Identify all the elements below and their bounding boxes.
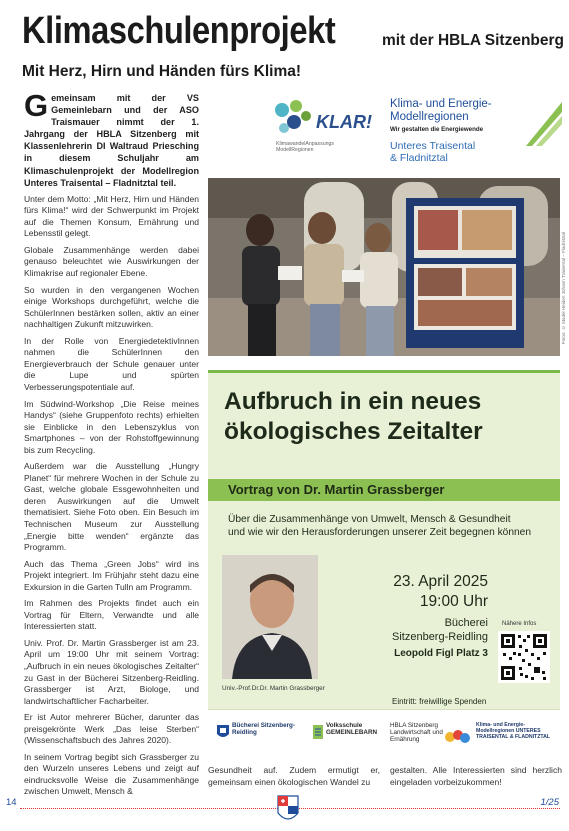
poster-headline	[224, 387, 483, 447]
article-title: Klimaschulenprojekt	[22, 10, 336, 52]
paragraph: Im Rahmen des Projekts findet auch ein Vortrag für Eltern, Verwandte und alle Interessierten statt.	[24, 598, 199, 632]
poster-speaker: Vortrag von Dr. Martin Grassberger	[228, 482, 445, 497]
article-header	[22, 10, 562, 58]
dropcap: G	[24, 88, 49, 123]
event-entry-fee: Eintritt: freiwillige Spenden	[392, 697, 487, 706]
photo-illustration	[208, 178, 560, 356]
partner-logos	[266, 92, 562, 170]
paragraph: In der Rolle von EnergiedetektivInnen nahmen die SchülerInnen den Energieverbrauch der Schule genauer unter die Lupe und spürten Verbesserungspotentiale auf.	[24, 335, 199, 392]
kem-logo	[390, 98, 562, 166]
poster-desc-line2: und wie wir den Herausforderungen unserer Zeit begegnen können	[228, 527, 531, 538]
poster-headline-line1: Aufbruch in ein neues	[224, 388, 482, 415]
klar-subtitle: KlimawandelAnpassungs ModellRegionen	[276, 141, 334, 153]
group-photo	[208, 178, 560, 356]
article-left-column	[24, 88, 199, 798]
speaker-photo	[222, 555, 318, 679]
kem-tagline: Wir gestalten die Energiewende	[390, 126, 484, 133]
event-venue: Bücherei	[444, 617, 488, 629]
paragraph: Globale Zusammenhänge werden dabei genauso beleuchtet wie Auswirkungen der Klimakrise auf regionaler Ebene.	[24, 244, 199, 279]
speaker-caption: Univ.-Prof.Dr.Dr. Martin Grassberger	[222, 685, 325, 692]
article-continuation-right: gestalten. Alle Interessierten sind herzlich eingeladen vorbeizukommen!	[390, 765, 562, 787]
article-lead	[24, 88, 199, 189]
klar-wordmark: KLAR!	[316, 112, 372, 132]
paragraph: Im Südwind-Workshop „Die Reise meines Handys“ (siehe Gruppenfoto rechts) erhielten sie Einblicke in den Lebenszyklus von Smartphones – von der Rohstoffgewinnung bis zum Recycling.	[24, 398, 199, 455]
qr-code-icon[interactable]	[498, 631, 550, 683]
photo-credit: Fotos: © Model Heiden Johann Traisental – Fladnitztal	[561, 232, 566, 345]
paragraph: Auch das Thema „Green Jobs“ wird ins Projekt integriert. Im Frühjahr steht dazu eine Exkursion in die Garten Tulln am Programm.	[24, 558, 199, 592]
partner-kem: Klima- und Energie-Modellregionen UNTERES TRAISENTAL & FLADNITZTAL	[476, 722, 551, 740]
kem-title-line2: Modellregionen	[390, 111, 469, 123]
klar-dots-icon	[272, 98, 316, 140]
paragraph: Univ. Prof. Dr. Martin Grassberger ist am 23. April um 19:00 Uhr mit seinem Vortrag: „Aufbruch in ein neues ökologisches Zeitalter“ zu Gast in der Bücherei Sitzenberg-Reidling. Grassberger ist Arzt, Biologe, und landwirtschaftlicher Facharbeiter.	[24, 637, 199, 706]
paragraph: Außerdem war die Ausstellung „Hungry Planet“ für mehrere Wochen in der Schule zu Gast, welche globale Essgewohnheiten und deren Auswirkungen auf die Umwelt thematisiert. Siehe Foto oben. Ein Besuch im Technischen Museum zur Ausstellung „Energie bitte wenden“ ergänzte das Programm.	[24, 461, 199, 553]
page-number: 14	[6, 797, 17, 808]
event-date: 23. April 2025	[393, 573, 488, 590]
lead-text: emeinsam mit der VS Gemeinlebarn und der ASO Traismauer nimmt der 1. Jahrgang der HBLA Sitzenberg mit Klassenlehrerin DI Waltraud Priesching in diesem Schuljahr am Klimaschulenprojekt der Modellregion Unteres Traisental – Fladnitztal teil.	[24, 93, 199, 188]
paragraph: Unter dem Motto: „Mit Herz, Hirn und Händen fürs Klima!“ wird der Schwerpunkt im Projekt auf die Themen Konsum, Ernährung und Lebensstil gelegt.	[24, 193, 199, 239]
article-continuation-middle: Gesundheit auf. Zudem ermutigt er, gemeinsam einen ökologischen Wandel zu	[208, 765, 380, 787]
municipal-crest-icon	[277, 795, 299, 825]
kem-region-line2: & Fladnitztal	[390, 152, 448, 164]
kem-swoosh-icon	[526, 102, 562, 146]
poster-partner-strip	[208, 709, 560, 763]
partner-hbla: HBLA Sitzenberg Landwirtschaft und Ernährung	[390, 722, 443, 743]
poster-desc-line1: Über die Zusammenhänge von Umwelt, Mensch & Gesundheit	[228, 514, 511, 525]
article-subtitle: Mit Herz, Hirn und Händen fürs Klima!	[22, 63, 302, 80]
qr-label: Nähere Infos	[502, 621, 537, 627]
kem-title-line1: Klima- und Energie-	[390, 98, 492, 110]
buecherei-icon	[216, 724, 230, 740]
event-poster	[208, 370, 560, 760]
partner-buecherei: Bücherei Sitzenberg-Reidling	[232, 722, 295, 736]
issue-number: 1/25	[540, 797, 559, 808]
event-address: Leopold Figl Platz 3	[394, 648, 488, 659]
partner-volksschule: Volksschule GEMEINLEBARN	[326, 722, 378, 736]
volksschule-icon	[312, 724, 324, 740]
event-venue-name: Sitzenberg-Reidling	[392, 631, 488, 643]
paragraph: Er ist Autor mehrerer Bücher, darunter das preisgekrönte Werk „Das leise Sterben“ (Wissenschaftsbuch des Jahres 2020).	[24, 712, 199, 746]
poster-description	[228, 513, 548, 539]
poster-headline-line2: ökologisches Zeitalter	[224, 418, 483, 445]
poster-speaker-band	[208, 479, 560, 501]
article-title-suffix: mit der HBLA Sitzenberg	[382, 32, 564, 49]
paragraph: So wurden in den vergangenen Wochen einige Workshops durchgeführt, welche die SchülerInnen bestärken sollen, aktiv an einer nachhaltigen Zukunft mitzuwirken.	[24, 284, 199, 330]
event-time: 19:00 Uhr	[419, 593, 488, 610]
school-logo-icon	[444, 728, 470, 746]
paragraph: In seinem Vortrag begibt sich Grassberger zu den Wurzeln unseres Lebens und zeigt auf eindrucksvolle Weise die Zusammenhänge zwischen Umwelt, Mensch &	[24, 751, 199, 797]
speaker-portrait	[222, 555, 318, 679]
klar-logo	[272, 98, 382, 158]
kem-region-line1: Unteres Traisental	[390, 140, 476, 152]
